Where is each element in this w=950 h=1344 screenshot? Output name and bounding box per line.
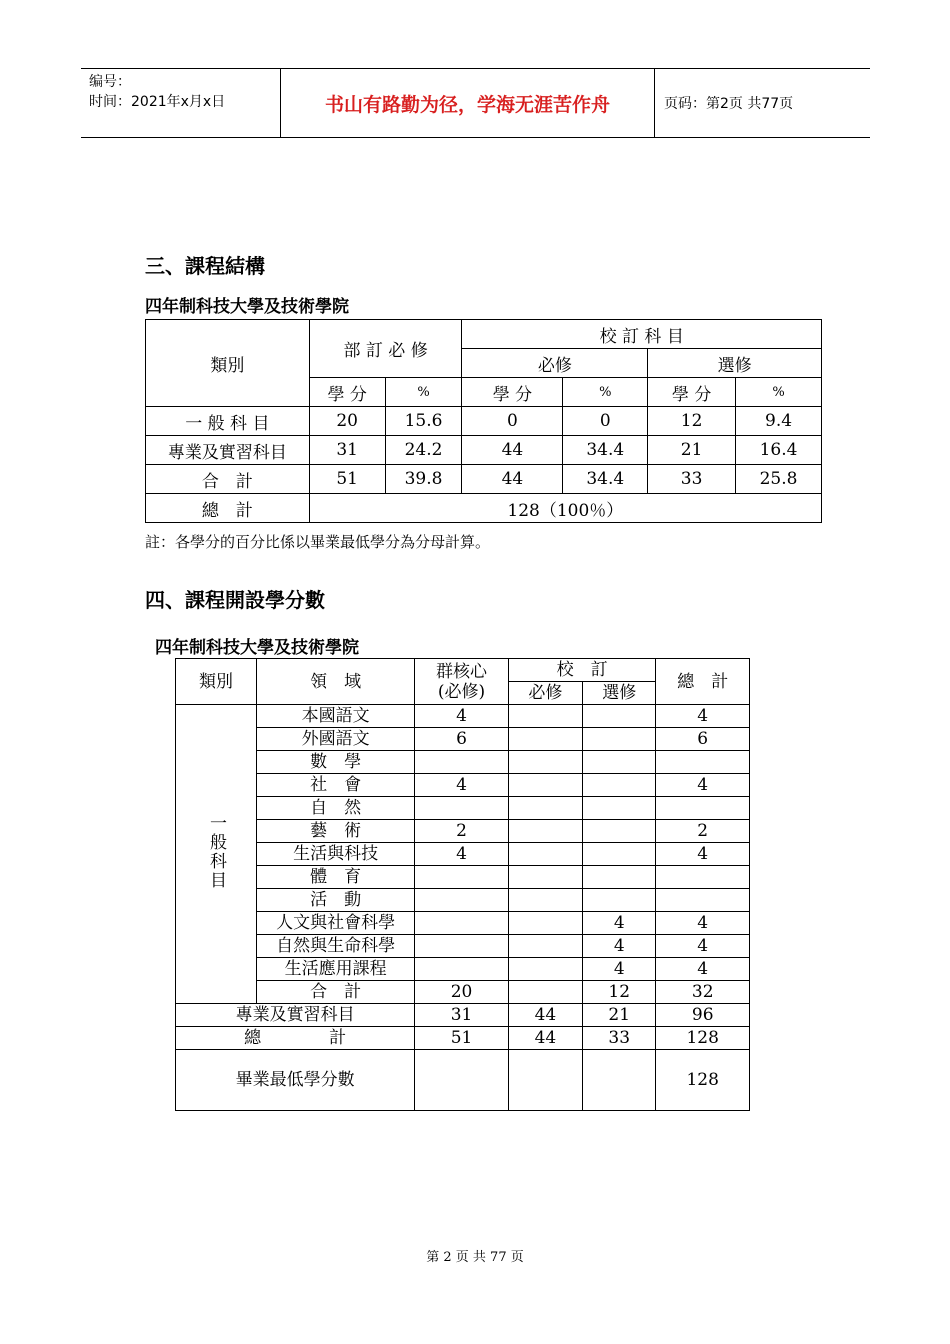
table-cell: [508, 866, 582, 889]
table-cell: [583, 774, 656, 797]
table-cell: [508, 935, 582, 958]
table-cell: 24.2: [385, 436, 462, 465]
domain-label: 社 會: [257, 774, 415, 797]
table-cell: 0: [462, 407, 563, 436]
group-label: [176, 705, 257, 1004]
table-cell: [508, 1050, 582, 1111]
section4-subtitle: 四年制科技大學及技術學院: [155, 638, 359, 658]
domain-label: 外國語文: [257, 728, 415, 751]
header-page-info: 页码：第2页 共77页: [664, 96, 794, 112]
table-cell: [508, 958, 582, 981]
table-cell: 31: [415, 1004, 508, 1027]
table-cell: 44: [508, 1027, 582, 1050]
row-label: 專業及實習科目: [146, 436, 310, 465]
table-cell: [508, 705, 582, 728]
table-cell: [508, 843, 582, 866]
domain-label: 合 計: [257, 981, 415, 1004]
table-row: [176, 820, 750, 843]
row-label: 總 計: [176, 1027, 415, 1050]
header-elective: 選修: [648, 349, 822, 378]
header-category: 類別: [176, 659, 257, 705]
table-cell: 4: [583, 958, 656, 981]
header-core-line2: (必修): [437, 681, 486, 702]
table-cell: [415, 1050, 508, 1111]
table-cell: [508, 820, 582, 843]
credits-table: [175, 658, 750, 1111]
table-cell: 128: [656, 1027, 750, 1050]
row-label: 總 計: [146, 494, 310, 523]
table-cell: 96: [656, 1004, 750, 1027]
header-school-subjects: 校 訂 科 目: [462, 320, 822, 349]
table-row-minimum: [176, 1050, 750, 1111]
table-cell: [508, 751, 582, 774]
curriculum-structure-table: [145, 319, 822, 523]
header-domain: 領 域: [257, 659, 415, 705]
table-cell: 51: [415, 1027, 508, 1050]
table-cell: 128: [656, 1050, 750, 1111]
table-cell: 4: [656, 935, 750, 958]
table-cell: 21: [648, 436, 736, 465]
domain-label: 活 動: [257, 889, 415, 912]
header-percent: %: [736, 378, 822, 407]
table-cell: [415, 889, 508, 912]
table-cell: 0: [563, 407, 648, 436]
table-cell: 31: [309, 436, 385, 465]
table-cell: 2: [656, 820, 750, 843]
table-cell: [583, 728, 656, 751]
table-cell: [583, 1050, 656, 1111]
table-cell: 16.4: [736, 436, 822, 465]
header-elective: 選修: [583, 682, 656, 705]
table-cell: 34.4: [563, 465, 648, 494]
table-cell: [415, 912, 508, 935]
page-footer: 第 2 页 共 77 页: [426, 1250, 524, 1265]
table-cell: 21: [583, 1004, 656, 1027]
document-header: [81, 68, 870, 138]
table-cell: 4: [656, 774, 750, 797]
section3-subtitle: 四年制科技大學及技術學院: [145, 297, 349, 317]
table-cell: 33: [583, 1027, 656, 1050]
table-cell: [415, 797, 508, 820]
header-total: 總 計: [656, 659, 750, 705]
domain-label: 本國語文: [257, 705, 415, 728]
table-cell: [415, 958, 508, 981]
table-cell: 4: [656, 958, 750, 981]
table-row: [176, 728, 750, 751]
table-cell: [583, 889, 656, 912]
total-value: 128（100％）: [309, 494, 821, 523]
section3-title: 三、課程結構: [145, 254, 265, 278]
table-cell: 44: [462, 465, 563, 494]
table-cell: 4: [656, 705, 750, 728]
header-percent: %: [385, 378, 462, 407]
domain-label: 體 育: [257, 866, 415, 889]
table-cell: 44: [462, 436, 563, 465]
table-cell: 4: [656, 912, 750, 935]
table-cell: [656, 797, 750, 820]
table-cell: [583, 820, 656, 843]
table-cell: 9.4: [736, 407, 822, 436]
row-label: 一 般 科 目: [146, 407, 310, 436]
row-label: 畢業最低學分數: [176, 1050, 415, 1111]
table-cell: [656, 866, 750, 889]
table-cell: [583, 797, 656, 820]
header-credits: 學 分: [309, 378, 385, 407]
table-cell: [508, 728, 582, 751]
table-cell: 20: [309, 407, 385, 436]
table-row: [176, 866, 750, 889]
row-label: 合 計: [146, 465, 310, 494]
table-row: [176, 797, 750, 820]
header-percent: %: [563, 378, 648, 407]
section4-title: 四、課程開設學分數: [145, 588, 325, 612]
table-cell: 12: [583, 981, 656, 1004]
table-row: [176, 774, 750, 797]
table-cell: [415, 751, 508, 774]
table-cell: [583, 866, 656, 889]
table-cell: 6: [415, 728, 508, 751]
table-row: [146, 407, 822, 436]
domain-label: 生活應用課程: [257, 958, 415, 981]
header-motto: 书山有路勤为径，学海无涯苦作舟: [281, 69, 655, 137]
table-cell: [415, 935, 508, 958]
header-school: 校 訂: [508, 659, 656, 682]
table-row: [176, 981, 750, 1004]
domain-label: 自然與生命科學: [257, 935, 415, 958]
header-core-line1: 群核心: [436, 661, 488, 682]
table-row: [176, 751, 750, 774]
table-cell: [583, 843, 656, 866]
domain-label: 生活與科技: [257, 843, 415, 866]
header-core: [415, 659, 508, 705]
header-meta: [81, 69, 281, 137]
table-row-professional: [176, 1004, 750, 1027]
table-row: [176, 958, 750, 981]
table-row: [176, 705, 750, 728]
table-note: 註：各學分的百分比係以畢業最低學分為分母計算。: [145, 533, 491, 551]
table-cell: 25.8: [736, 465, 822, 494]
table-cell: [583, 751, 656, 774]
table-cell: 32: [656, 981, 750, 1004]
table-cell: 34.4: [563, 436, 648, 465]
table-cell: 4: [415, 705, 508, 728]
table-cell: 44: [508, 1004, 582, 1027]
table-row-total: [146, 494, 822, 523]
table-cell: 51: [309, 465, 385, 494]
row-label: 專業及實習科目: [176, 1004, 415, 1027]
domain-label: 藝 術: [257, 820, 415, 843]
table-cell: 2: [415, 820, 508, 843]
header-credits: 學 分: [462, 378, 563, 407]
table-cell: 6: [656, 728, 750, 751]
table-cell: [508, 797, 582, 820]
table-cell: 15.6: [385, 407, 462, 436]
header-category: 類別: [146, 320, 310, 407]
header-credits: 學 分: [648, 378, 736, 407]
table-cell: [415, 866, 508, 889]
domain-label: 數 學: [257, 751, 415, 774]
table-cell: [656, 751, 750, 774]
table-cell: 39.8: [385, 465, 462, 494]
table-cell: [656, 889, 750, 912]
table-cell: 4: [415, 843, 508, 866]
domain-label: 人文與社會科學: [257, 912, 415, 935]
number-label: 编号：: [89, 74, 131, 90]
table-cell: [508, 889, 582, 912]
table-cell: 4: [583, 912, 656, 935]
table-cell: 4: [415, 774, 508, 797]
table-row: [176, 889, 750, 912]
header-required: 必修: [508, 682, 582, 705]
table-row: [146, 436, 822, 465]
table-cell: [508, 912, 582, 935]
table-row: [146, 465, 822, 494]
table-row: [176, 935, 750, 958]
table-row-grand-total: [176, 1027, 750, 1050]
table-cell: 33: [648, 465, 736, 494]
table-row: [176, 912, 750, 935]
table-cell: [508, 774, 582, 797]
domain-label: 自 然: [257, 797, 415, 820]
time-label: 时间：2021年x月x日: [89, 94, 226, 110]
table-cell: 4: [583, 935, 656, 958]
table-row: [176, 843, 750, 866]
table-cell: [583, 705, 656, 728]
table-cell: [508, 981, 582, 1004]
group-label-text: 一般科目: [206, 813, 226, 890]
table-cell: 12: [648, 407, 736, 436]
header-ministry-required: 部 訂 必 修: [309, 320, 462, 378]
header-required: 必修: [462, 349, 648, 378]
table-cell: 20: [415, 981, 508, 1004]
table-cell: 4: [656, 843, 750, 866]
